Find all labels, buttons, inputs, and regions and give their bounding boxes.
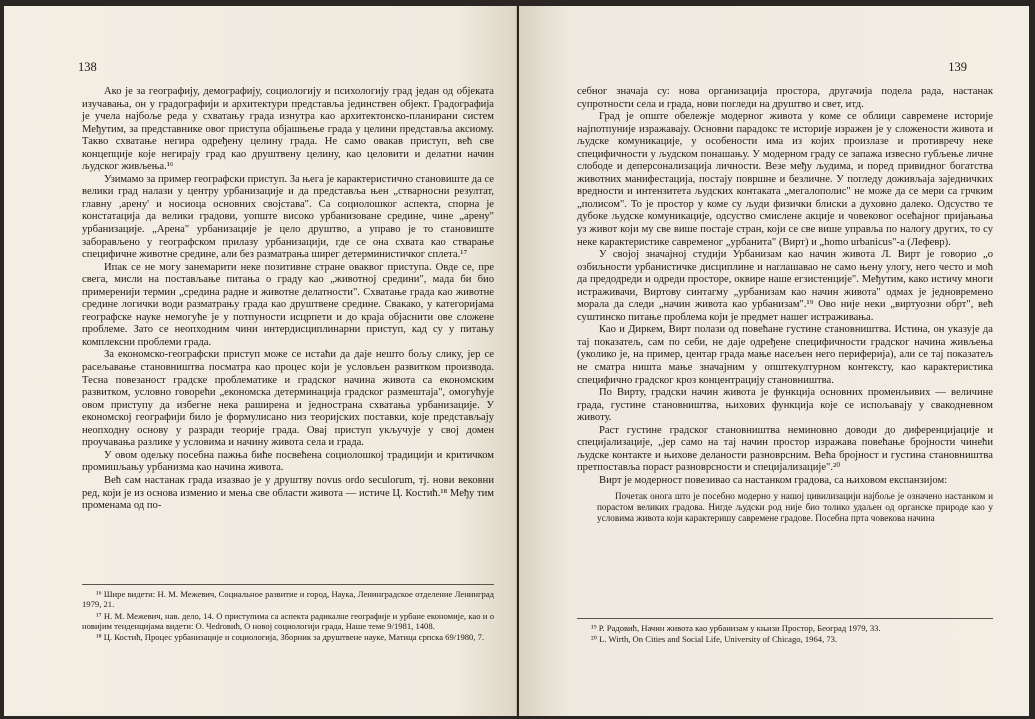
paragraph: Ипак се не могу занемарити неке позитивне стране оваквог приступа. Овде се, пре свега, мисли на постављање питања о граду као „животној средини", мада би био примерениjи термин „средина радне и животне делатности". Схватање града као животне средине логички води разматрању града као друштвене средине. Свакако, у категоријама географске науке немогуће је у потпуности исцрпети и до краја објаснити ове сложене проблеме. Зато се неопходним чини интердисциплинарни приступ, кад су у питању комплексни проблеми града. [82,261,494,348]
right-page [519,6,1029,716]
footnote: ¹⁶ Шире видети: Н. М. Межевич, Социальное развитие и город, Наука, Ленинградское отделение Ленинград 1979, 21. [82,589,494,610]
paragraph: Раст густине градског становништва неминовно доводи до диференцијације и специјализације, „јер само на тај начин простор изражава повећање бројности чинећи људске контакте и њихове деланости разноврсним. Већа бројност и густина становништва претпоставља пораст разноврсности и специјализације".²⁰ [577,424,993,474]
paragraph: Узимамо за пример географски приступ. За њега је карактеристично становиште да се велики град налази у центру урбанизације и да представља њен „стварносни резултат, главну ,арену' и носиоца основних својстава". Са социолошког аспекта, спорна је констатација да велики градови, уопште високо урбанизоване средине, чине „арену" урбанизације. „Арена" урбанизације је цело друштво, а управо је то становиште заборављено у географском прилазу урбанизацији, где се она схвата као стварање специфичне животне средине, али без разматрања ширег детерминистичког сплета.¹⁷ [82,173,494,261]
paragraph: По Вирту, градски начин живота је функција основних променљивих — величине града, густине становништва, њихових функција које се испољавају у свакодневном животу. [577,387,993,424]
footnote: ¹⁹ Р. Радовић, Начин живота као урбанизам у књизи Простор, Београд 1979, 33. [591,623,881,633]
quote-text: Почетак онога што је посебно модерно у нашој цивилизацији најбоље је означено настанком и порастом великих градова. Нигде људски род није био толико удаљен од органске природе као у условима живота који карактеришу савремене градове. Посебна прта човекова начина [597,490,993,523]
page-number: 138 [78,60,97,74]
paragraph: себног значаја су: нова организација простора, другачија подела рада, настанак супротности села и града, нови погледи на друштво и свет, итд. [577,86,993,110]
block-quote [597,491,993,524]
right-footnotes [577,618,993,646]
footnote: ¹⁷ Н. М. Межевич, нав. дело, 14. О приступима са аспекта радикалне географије и урбане економије, као и о новијим тенденцијама видети: О. Чеdroвић, О новој социологији града, Наше теме 9/1981, 1408. [82,610,494,631]
left-body-text [82,86,494,513]
right-body-text [577,86,993,527]
paragraph: За економско-географски приступ може се истаћи да даје нешто бољу слику, јер се расељавање становништва посматра као процес који је условљен развитком производа. Тесна повезаност градске проблематике и градског начина живота са економским развитком, условно говорећи „економска детерминација градског размештаја", омогућује овом приступу да избегне нека раширена и једнострана схватања урбанизације. У економској географији било је формулисано низ теоријских поставки, које представљају неопходну основу у разради теорије града. Овај приступ укључује у свој домен проучавања разлике у условима и начину живота села и града. [82,349,494,449]
paragraph: Град је опште обележје модерног живота у коме се облици савремене историје најпотпуније изражавају. Основни парадокс те историје изражен је у сложености живота и људске комуникације, у особености има из којих произлазе и противречу неке специфичности у људском понашању. У модерном граду се запажа извесно губљење личне слободе и деперсонализација личности. Везе међу људима, и поред привидног богатства животних манифестација, постају површне и безличне. У погледу доживљаја заједничких вредности и интензитета људских контаката „мегалополис" не може да се мери са грчким „полисом". То је простор у коме су људи физички блиски а духовно далеко. Одсуство те дубоке људске комуникације, одсуство смислене акције и човековог осећајног пријањања уз живот који му све више постаје стран, који се све више управља по налогу других, то су неке карактеристике савременог „урбанита" (Вирт) и „homo urbanicus"-а (Лефевр). [577,111,993,248]
left-page [4,6,517,716]
paragraph: У својој значајној студији Урбанизам као начин живота Л. Вирт је говорио „о озбиљности урбанистичке дисциплине и наглашавао не само њену улогу, него често и моћ да предодреди и одреди просторе, оквире наше егзистенције". Међутим, како истичу многи истраживачи, Виртову синтагму „урбанизам као начин живота" одмах је једновремено морала да следи „начин живота као урбанизам".¹⁹ Ово није неки „виртуозни обрт", већ суштинско питање проблема који је предмет нашег истраживања. [577,249,993,323]
paragraph: Већ сам настанак града изазвао је у друштву novus ordo seculorum, тј. нови вековни ред, који је из основа изменио и мења све области живота — истиче Ц. Костић.¹⁸ Међу тим променама од по- [82,474,494,512]
paragraph: Ако је за географију, демографију, социологију и психологију град један од објеката изучавања, он у градографији и архитектури представља јединствен објект. Градографија је учела најбоље реда у схватању града изнутра као архитектонско-планирани систем Међутим, за представнике овог приступа објашњење града у целини представља аксиому. Такво схватање негира одређену целину града. Не само овакав приступ, већ све концепције које негирају град као друштвену целину, као целовити и делатни начин људског живљења.¹⁶ [82,86,494,173]
left-footnotes [82,584,494,643]
paragraph: Као и Диркем, Вирт полази од повећане густине становништва. Истина, он указује да тај показатељ, сам по себи, не даје одређене специфичности градског начина живљења (уколико је, на пример, центар града мање насељен него периферија), али се тај показатељ не сматра ништа мање значајним у општекултурном контексту, као карактеристика специфично градског кроз концентрацију становништва. [577,324,993,386]
page-number: 139 [948,60,967,74]
paragraph: У овом одељку посебна пажња биће посвећена социолошкој традицији и критичком промишљању урбанизма као начина живота. [82,449,494,474]
paragraph: Вирт је модерност повезивао са настанком градова, са њиховом експанзијом: [599,474,948,486]
footnote: ¹⁸ Ц. Костић, Процес урбанизације и социологија, Зборник за друштвене науке, Матица српска 69/1980, 7. [96,632,485,643]
footnote: ²⁰ L. Wirth, On Cities and Social Life, University of Chicago, 1964, 73. [591,634,838,645]
